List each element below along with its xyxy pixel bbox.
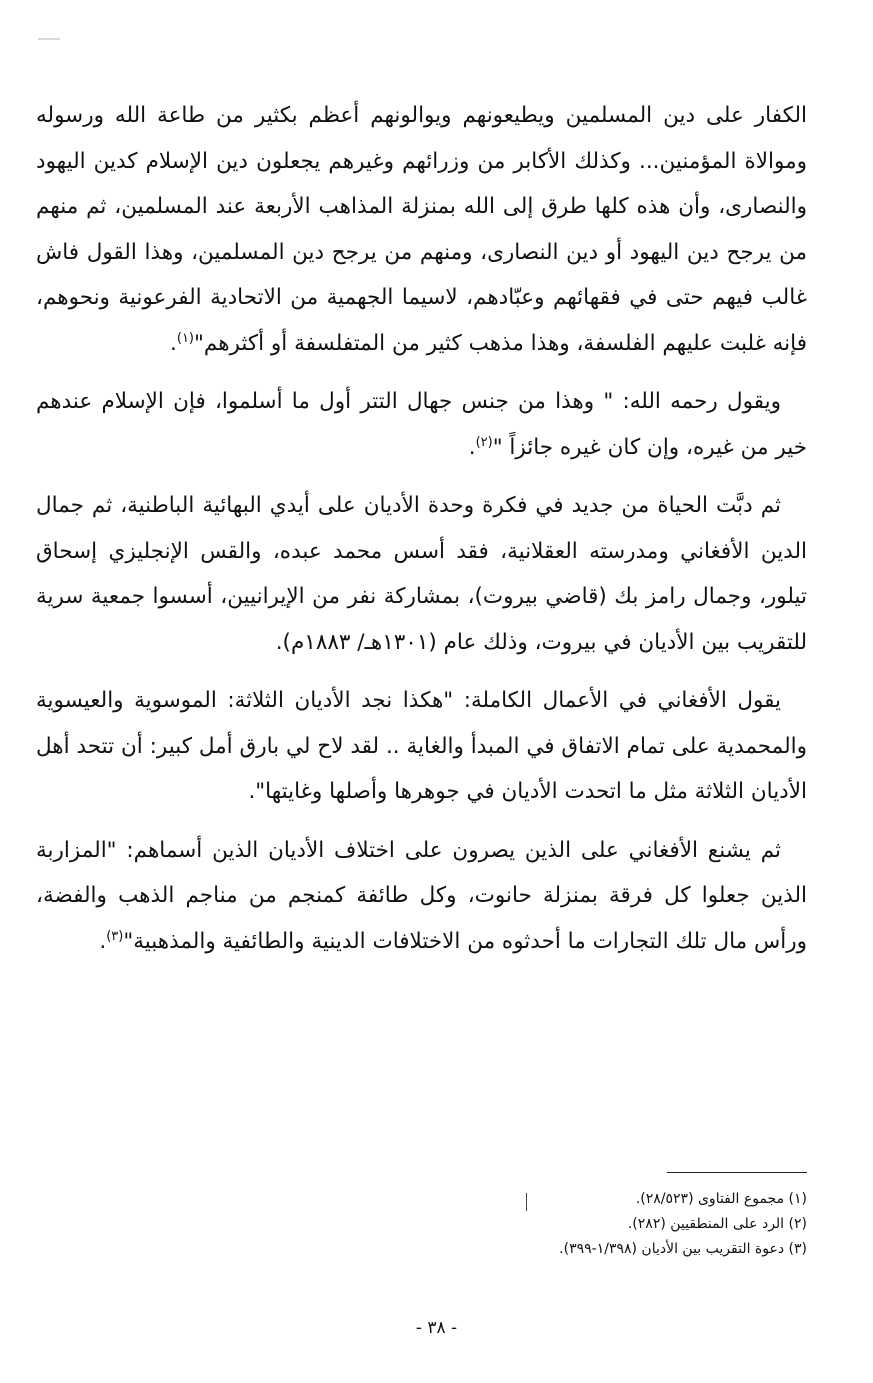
paragraph-quote-continuation — [36, 93, 807, 366]
paragraph-afghani-criticism — [36, 828, 807, 965]
footnotes-section — [467, 1172, 807, 1262]
footnote-2: (٢) الرد على المنطقيين (٢٨٢). — [627, 1216, 807, 1232]
paragraph-text: ثم يشنع الأفغاني على الذين يصرون على اختلاف الأديان الذين أسماهم: "المزاربة الذين جعلوا كل فرقة بمنزلة حانوت، وكل طائفة كمنجم من مناجم الذهب والفضة، ورأس مال تلك التجارات ما أحدثوه من الاختلافات الدينية والطائفية والمذهبية" — [36, 837, 807, 954]
paragraph-afghani-quote — [36, 678, 807, 815]
paragraph-tail: . — [99, 928, 107, 954]
footnote-ref-1[interactable]: (١) — [176, 330, 194, 346]
footnote-ref-2[interactable]: (٢) — [475, 434, 493, 450]
page-number: - ٣٨ - — [415, 1318, 458, 1338]
page-body — [36, 93, 807, 977]
footnote-divider — [667, 1172, 807, 1173]
paragraph-text: ويقول رحمه الله: " وهذا من جنس جهال التتر أول ما أسلموا، فإن الإسلام عندهم خير من غيره، وإن كان غيره جائزاً " — [36, 389, 807, 460]
page-edge-mark — [38, 38, 60, 40]
paragraph-text: ثم دبَّت الحياة من جديد في فكرة وحدة الأديان على أيدي البهائية الباطنية، ثم جمال الدين الأفغاني ومدرسته العقلانية، فقد أسس محمد عبده، والقس الإنجليزي إسحاق تيلور، وجمال رامز بك (قاضي بيروت)، بمشاركة نفر من الإيرانيين، أسسوا جمعية سرية للتقريب بين الأديان في بيروت، وذلك عام (١٣٠١هـ/ ١٨٨٣م). — [36, 493, 807, 655]
paragraph-tail: . — [468, 434, 476, 460]
paragraph-text: يقول الأفغاني في الأعمال الكاملة: "هكذا نجد الأديان الثلاثة: الموسوية والعيسوية والمحمدية على تمام الاتفاق في المبدأ والغاية .. لقد لاح لي بارق أمل كبير: أن تتحد أهل الأديان الثلاثة مثل ما اتحدت الأديان في جوهرها وأصلها وغايتها". — [36, 688, 807, 804]
paragraph-tatar-quote — [36, 379, 807, 470]
paragraph-tail: . — [170, 330, 177, 356]
paragraph-unity-revival — [36, 483, 807, 665]
paragraph-text: الكفار على دين المسلمين ويطيعونهم ويوالونهم أعظم بكثير من طاعة الله ورسوله وموالاة المؤمنين... وكذلك الأكابر من وزرائهم وغيرهم يجعلون دين الإسلام كدين اليهود والنصارى، وأن هذه كلها طرق إلى الله بمنزلة المذاهب الأربعة عند المسلمين، ثم منهم من يرجح دين اليهود أو دين النصارى، ومنهم من يرجح دين المسلمين، وهذا القول فاش غالب فيهم حتى في فقهائهم وعبّادهم، لاسيما الجهمية من الاتحادية الفرعونية ونحوهم، فإنه غلبت عليهم الفلسفة، وهذا مذهب كثير من المتفلسفة أو أكثرهم" — [36, 103, 807, 356]
footnote-ref-3[interactable]: (٣) — [106, 928, 124, 944]
footnote-1: (١) مجموع الفتاوى (٢٨/٥٢٣). — [635, 1191, 807, 1207]
footnote-3: (٣) دعوة التقريب بين الأديان (١/٣٩٨-٣٩٩). — [559, 1241, 807, 1257]
